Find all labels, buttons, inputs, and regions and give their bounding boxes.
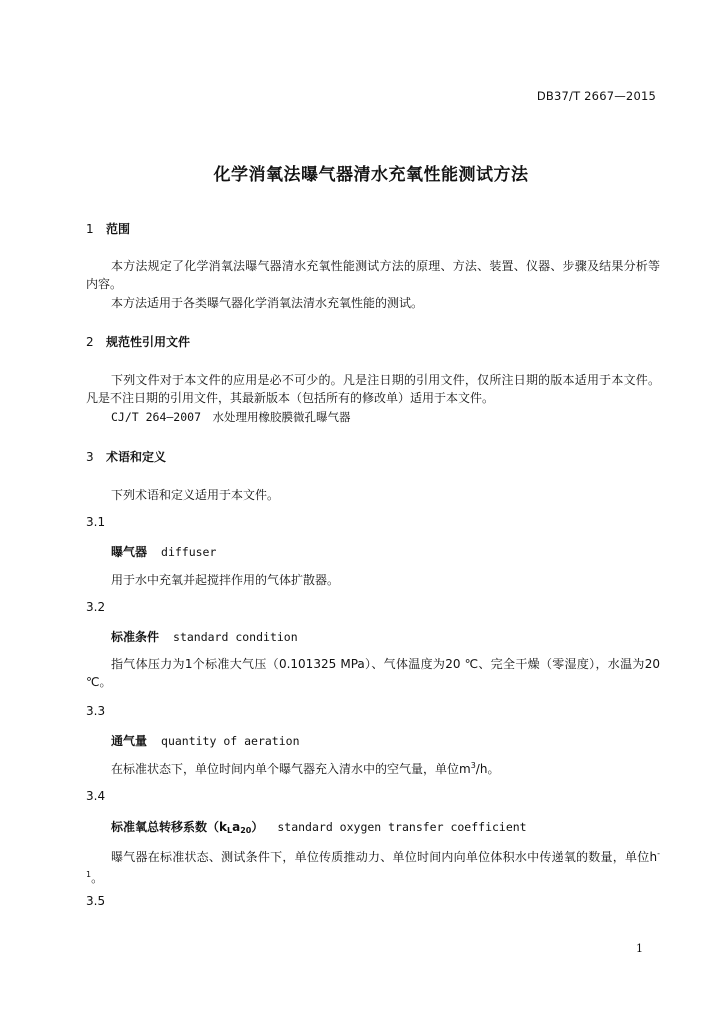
term-definition: 指气体压力为1个标准大气压（0.101325 MPa）、气体温度为20 ℃、完全干燥（零湿度），水温为20 ℃。 — [86, 657, 660, 689]
term-definition: 用于水中充氧并起搅拌作用的气体扩散器。 — [111, 573, 340, 587]
definition-text: 在标准状态下，单位时间内单个曝气器充入清水中的空气量，单位m — [111, 762, 471, 776]
clause-number: 3.2 — [86, 600, 106, 614]
term-entry — [111, 818, 527, 835]
section-title: 术语和定义 — [106, 450, 167, 464]
scope-paragraph-1: 本方法规定了化学消氧法曝气器清水充氧性能测试方法的原理、方法、装置、仪器、步骤及结果分析等内容。 — [86, 259, 660, 291]
definition-text: 曝气器在标准状态、测试条件下，单位传质推动力、单位时间内向单位体积水中传递氧的数量，单位h — [111, 850, 658, 864]
term-entry — [111, 543, 216, 560]
term-zh: 通气量 — [111, 734, 148, 748]
normative-paragraph: 下列文件对于本文件的应用是必不可少的。凡是注日期的引用文件，仅所注日期的版本适用于本文件。凡是不注日期的引用文件，其最新版本（包括所有的修改单）适用于本文件。 — [86, 373, 660, 405]
standard-code: DB37/T 2667—2015 — [536, 89, 656, 103]
clause-number: 3.5 — [86, 894, 106, 908]
term-entry — [111, 628, 298, 645]
subscript: 20 — [240, 826, 252, 835]
clause-number: 3.3 — [86, 704, 106, 718]
normative-reference: CJ/T 264—2007 水处理用橡胶膜微孔曝气器 — [111, 410, 351, 424]
section-number: 3 — [86, 450, 94, 464]
term-zh: 标准条件 — [111, 630, 160, 644]
superscript: -1 — [86, 849, 660, 879]
term-zh-text: 标准氧总转移系数（k — [111, 820, 227, 834]
definition-text: /h。 — [475, 762, 500, 776]
section-title: 规范性引用文件 — [106, 335, 191, 349]
clause-number: 3.4 — [86, 789, 106, 803]
section-heading-terms — [86, 448, 166, 465]
term-definition — [86, 845, 660, 887]
clause-number: 3.1 — [86, 515, 106, 529]
term-en: standard condition — [173, 630, 298, 644]
section-number: 2 — [86, 335, 94, 349]
page-number: 1 — [636, 942, 643, 955]
term-en: quantity of aeration — [161, 734, 300, 748]
scope-paragraph-2: 本方法适用于各类曝气器化学消氧法清水充氧性能的测试。 — [111, 296, 424, 310]
section-number: 1 — [86, 222, 94, 236]
term-en: diffuser — [161, 545, 217, 559]
term-zh: 曝气器 — [111, 545, 148, 559]
term-zh-text: ） — [251, 820, 264, 834]
term-definition — [111, 760, 499, 777]
definition-text: 。 — [91, 871, 104, 885]
superscript: 3 — [470, 761, 476, 770]
document-title: 化学消氧法曝气器清水充氧性能测试方法 — [213, 165, 529, 185]
term-entry — [111, 732, 300, 749]
term-en: standard oxygen transfer coefficient — [277, 820, 527, 834]
section-heading-scope — [86, 220, 130, 237]
section-heading-normative — [86, 333, 190, 350]
section-title: 范围 — [106, 222, 131, 236]
subscript: L — [226, 826, 233, 835]
term-zh — [111, 820, 263, 834]
term-zh-text: a — [232, 820, 241, 834]
terms-intro: 下列术语和定义适用于本文件。 — [111, 488, 280, 502]
